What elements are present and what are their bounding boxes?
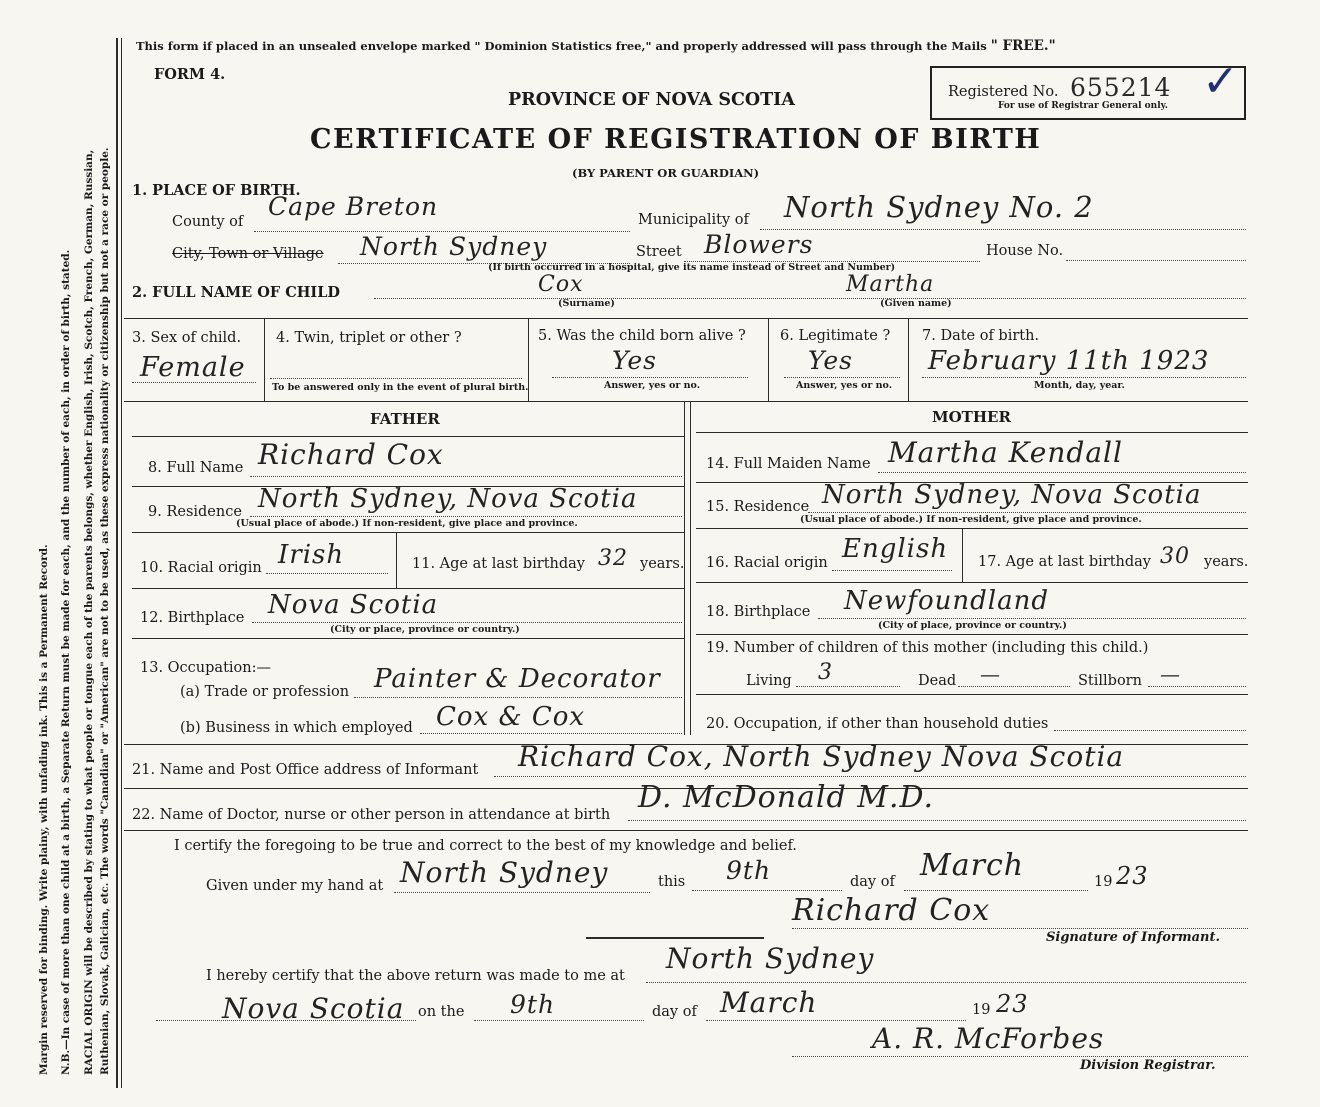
legitimate-caption: Answer, yes or no. — [796, 380, 893, 391]
surname-caption: (Surname) — [558, 298, 615, 309]
father-residence-value: North Sydney, Nova Scotia — [258, 484, 638, 514]
province-heading: PROVINCE OF NOVA SCOTIA — [508, 90, 795, 110]
certification-day-label: day of — [850, 874, 895, 890]
street-value: Blowers — [704, 230, 814, 259]
mother-birthplace-value: Newfoundland — [844, 586, 1050, 616]
registrar-on-the-label: on the — [418, 1004, 465, 1020]
page-subtitle: (BY PARENT OR GUARDIAN) — [572, 166, 760, 180]
living-label: Living — [746, 673, 792, 689]
informant-label: 21. Name and Post Office address of Informant — [132, 762, 479, 778]
date-of-birth-caption: Month, day, year. — [1034, 380, 1125, 391]
informant-value: Richard Cox, North Sydney Nova Scotia — [518, 740, 1125, 773]
house-number-label: House No. — [986, 243, 1064, 259]
given-under-hand-label: Given under my hand at — [206, 878, 384, 894]
mother-birthplace-note: (City of place, province or country.) — [878, 620, 1067, 631]
registrar-year-prefix: 19 — [972, 1002, 991, 1018]
twin-note: To be answered only in the event of plural birth. — [272, 382, 529, 393]
father-name-value: Richard Cox — [258, 438, 444, 471]
page-title: CERTIFICATE OF REGISTRATION OF BIRTH — [310, 124, 1042, 155]
registered-note: For use of Registrar General only. — [998, 101, 1168, 111]
divider-line — [586, 937, 764, 939]
born-alive-label: 5. Was the child born alive ? — [538, 328, 746, 344]
mother-children-label: 19. Number of children of this mother (including this child.) — [706, 640, 1149, 656]
child-name-label: 2. FULL NAME OF CHILD — [132, 284, 340, 301]
county-label: County of — [172, 214, 244, 230]
margin-note-binding: Margin reserved for binding. Write plainy, with unfading ink. This is a Permanent Record. — [38, 544, 50, 1075]
mother-age-unit: years. — [1204, 554, 1249, 570]
certification-day-value: 9th — [726, 856, 772, 885]
registrar-caption: Division Registrar. — [1080, 1058, 1216, 1073]
mother-name-value: Martha Kendall — [888, 436, 1123, 469]
father-age-unit: years. — [640, 556, 685, 572]
father-birthplace-note: (City or place, province or country.) — [330, 624, 520, 635]
informant-signature-caption: Signature of Informant. — [1046, 930, 1220, 945]
registrar-place-value-2: Nova Scotia — [222, 992, 405, 1025]
place-of-birth-heading: 1. PLACE OF BIRTH. — [132, 182, 301, 199]
born-alive-value: Yes — [612, 346, 657, 375]
mother-residence-value: North Sydney, Nova Scotia — [822, 480, 1202, 510]
child-given-name-value: Martha — [846, 272, 935, 297]
county-value: Cape Breton — [268, 192, 439, 221]
postage-free: " FREE." — [990, 38, 1056, 54]
certification-year-prefix: 19 — [1094, 874, 1113, 890]
stillborn-value: — — [1160, 662, 1181, 686]
dead-label: Dead — [918, 673, 957, 689]
mother-birthplace-label: 18. Birthplace — [706, 604, 811, 620]
city-value: North Sydney — [360, 232, 548, 261]
father-heading: FATHER — [370, 410, 440, 428]
father-trade-label: (a) Trade or profession — [180, 684, 350, 700]
born-alive-caption: Answer, yes or no. — [604, 380, 701, 391]
informant-signature: Richard Cox — [792, 893, 991, 928]
father-business-label: (b) Business in which employed — [180, 720, 413, 736]
child-surname-value: Cox — [538, 272, 584, 297]
sex-label: 3. Sex of child. — [132, 330, 242, 346]
registered-label: Registered No. — [948, 84, 1059, 100]
legitimate-value: Yes — [808, 346, 853, 375]
doctor-value: D. McDonald M.D. — [638, 780, 935, 815]
father-trade-value: Painter & Decorator — [374, 664, 661, 694]
registrar-year-suffix: 23 — [996, 990, 1029, 1018]
registrar-day-label: day of — [652, 1004, 697, 1020]
doctor-label: 22. Name of Doctor, nurse or other person in attendance at birth — [132, 807, 611, 823]
check-mark-icon: ✓ — [1202, 56, 1239, 107]
living-value: 3 — [818, 660, 833, 685]
registrar-month-value: March — [720, 986, 818, 1019]
registrar-day-value: 9th — [510, 990, 556, 1019]
binding-border-line-inner — [121, 38, 122, 1088]
mother-racial-label: 16. Racial origin — [706, 555, 828, 571]
father-racial-label: 10. Racial origin — [140, 560, 262, 576]
street-label: Street — [636, 244, 682, 260]
legitimate-label: 6. Legitimate ? — [780, 328, 891, 344]
mother-age-label: 17. Age at last birthday — [978, 554, 1151, 570]
registrar-statement: I hereby certify that the above return was made to me at — [206, 968, 625, 984]
father-age-label: 11. Age at last birthday — [412, 556, 585, 572]
this-label: this — [658, 874, 686, 890]
father-occupation-label: 13. Occupation:— — [140, 660, 271, 676]
mother-age-value: 30 — [1160, 544, 1190, 569]
date-of-birth-label: 7. Date of birth. — [922, 328, 1040, 344]
registrar-place-value: North Sydney — [666, 942, 875, 975]
twin-label: 4. Twin, triplet or other ? — [276, 330, 462, 346]
margin-note-racial-origin-1: RACIAL ORIGIN will be described by stating to what people or tongue each of the parents belongs, whether English, Irish, Scotch, French, German, Russian, — [83, 149, 95, 1075]
mother-racial-value: English — [842, 534, 949, 564]
father-age-value: 32 — [598, 546, 628, 571]
city-label: City, Town or Village — [172, 246, 324, 262]
registered-number: 655214 — [1070, 73, 1172, 102]
father-birthplace-value: Nova Scotia — [268, 590, 439, 620]
municipality-label: Municipality of — [638, 212, 749, 228]
municipality-value: North Sydney No. 2 — [784, 190, 1094, 224]
stillborn-label: Stillborn — [1078, 673, 1142, 689]
registrar-signature: A. R. McForbes — [872, 1022, 1105, 1055]
father-residence-note: (Usual place of abode.) If non-resident, give place and province. — [236, 518, 578, 529]
mother-name-label: 14. Full Maiden Name — [706, 456, 871, 472]
father-residence-label: 9. Residence — [148, 504, 242, 520]
father-birthplace-label: 12. Birthplace — [140, 610, 245, 626]
binding-border-line — [116, 38, 118, 1088]
mother-residence-note: (Usual place of abode.) If non-resident, give place and province. — [800, 514, 1142, 525]
father-business-value: Cox & Cox — [436, 702, 586, 732]
hospital-note: (If birth occurred in a hospital, give its name instead of Street and Number) — [488, 262, 896, 273]
registered-box — [930, 56, 1246, 120]
mother-occupation-label: 20. Occupation, if other than household duties — [706, 716, 1049, 732]
margin-note-racial-origin-2: Ruthenian, Slovak, Galician, etc. The words "Canadian" or "American" are not to be used, as these express nationality or citizenship but not a race or people. — [99, 147, 111, 1075]
form-number: FORM 4. — [154, 66, 226, 83]
father-racial-value: Irish — [278, 540, 345, 570]
certification-statement: I certify the foregoing to be true and correct to the best of my knowledge and belief. — [174, 838, 797, 854]
certification-year-suffix: 23 — [1116, 862, 1149, 890]
father-name-label: 8. Full Name — [148, 460, 244, 476]
sex-value: Female — [140, 352, 246, 383]
postage-note: This form if placed in an unsealed envelope marked " Dominion Statistics free," and properly addressed will pass through the Mails " FREE." — [136, 38, 1056, 54]
margin-note-multiple-births: N.B.—In case of more than one child at a birth, a Separate Return must be made for each, and the number of each, in order of birth, stated. — [60, 249, 72, 1075]
mother-heading: MOTHER — [932, 408, 1011, 426]
mother-residence-label: 15. Residence — [706, 499, 810, 515]
given-place-value: North Sydney — [400, 856, 609, 889]
given-name-caption: (Given name) — [880, 298, 952, 309]
certification-month-value: March — [920, 848, 1025, 883]
dead-value: — — [980, 662, 1001, 686]
date-of-birth-value: February 11th 1923 — [928, 346, 1210, 376]
